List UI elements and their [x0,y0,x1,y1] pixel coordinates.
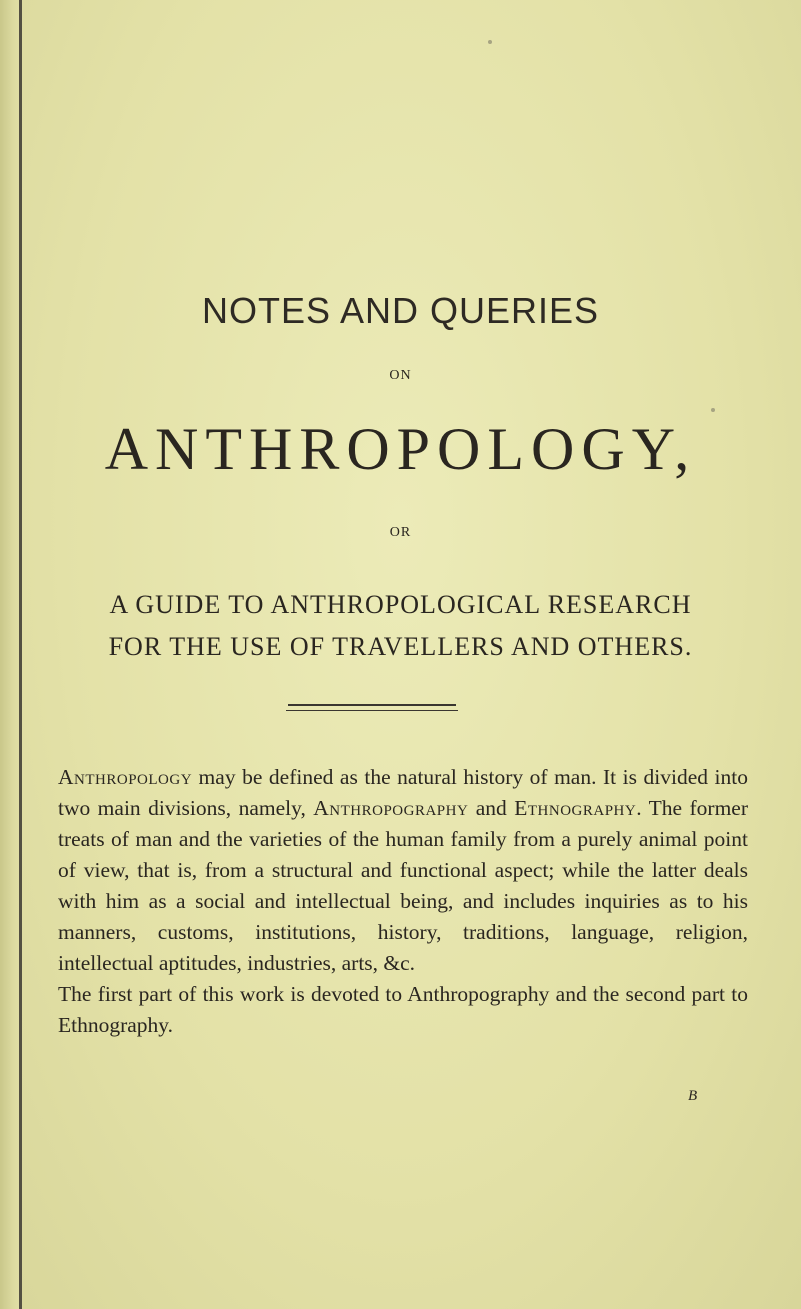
title-connector-or: OR [389,525,412,540]
title-notes-and-queries: NOTES AND QUERIES [201,290,600,331]
divider-rule-top [288,704,456,706]
term-anthropology: Anthropology [58,765,193,789]
signature-mark: B [688,1088,698,1104]
subtitle-line-2: FOR THE USE OF TRAVELLERS AND OTHERS. [108,632,693,661]
title-connector-on: ON [389,368,412,383]
term-ethnography: Ethnography [514,796,637,820]
paragraph-text: and [468,796,515,820]
paragraph-text: . The former treats of man and the varieties of the human family from a purely animal point of view, that is, from a structural and functional aspect; while the latter deals with him as a social and intellectual being, and includes inquiries as to his manners, customs, institutions, history, traditions, language, religion, intellectual aptitudes, industries, arts, &c. [58,796,748,975]
title-anthropology: ANTHROPOLOGY, [104,416,697,482]
paper-speck [488,40,492,44]
divider-rule-bottom [286,710,458,711]
paragraph-definition [58,762,748,979]
paragraph-text: may be defined as the natural history of man. It is divided into two main divisions, namely, [58,765,748,820]
paper-speck [711,408,715,412]
term-anthropography: Anthropography [313,796,469,820]
paragraph-parts: The first part of this work is devoted to Anthropography and the second part to Ethnography. [58,982,748,1037]
body-text [58,762,748,1041]
subtitle-line-1: A GUIDE TO ANTHROPOLOGICAL RESEARCH [109,590,692,619]
